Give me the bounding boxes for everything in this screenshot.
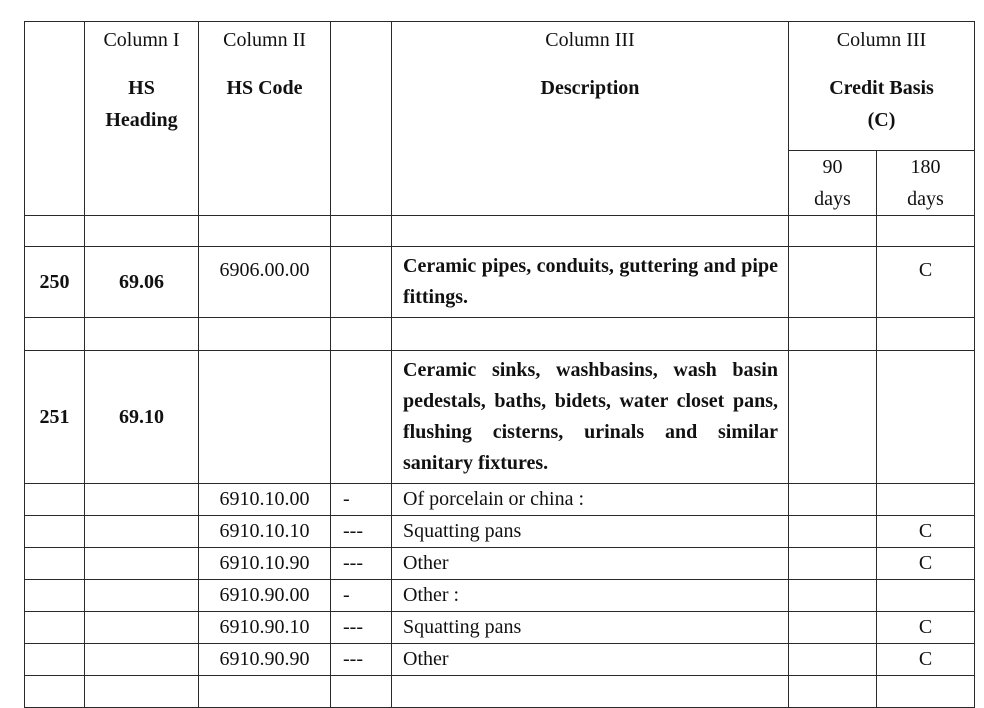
header-180-days [877,151,975,216]
credit-90-cell [789,351,877,484]
description-cell: Ceramic sinks, washbasins, wash basin pedestals, baths, bidets, water closet pans, flushing cisterns, urinals and similar sanitary fixtures. [392,351,789,484]
blank-row [25,216,975,247]
days-unit: days [907,188,944,210]
code-cell: 6910.90.10 [199,612,331,644]
credit-180-cell: C [877,612,975,644]
dash-cell [331,351,392,484]
heading-cell: 69.06 [85,247,199,318]
description-cell: Squatting pans [392,516,789,548]
credit-180-cell: C [877,644,975,676]
header-blank-cell [25,22,85,216]
column-title: (C) [867,109,896,131]
credit-180-cell: C [877,516,975,548]
header-credit-basis [789,22,975,151]
description-cell: Squatting pans [392,612,789,644]
dash-cell: --- [331,516,392,548]
header-column-i [85,22,199,216]
column-title: Credit Basis [829,77,934,99]
description-cell: Other [392,644,789,676]
days-number: 180 [910,156,941,178]
code-cell: 6910.10.90 [199,548,331,580]
code-cell [199,351,331,484]
header-90-days [789,151,877,216]
column-title: Description [540,77,640,99]
column-title: HS Code [226,77,303,99]
table-row [25,548,975,580]
dash-cell [331,247,392,318]
column-label: Column III [836,29,927,51]
serial-cell: 251 [25,351,85,484]
credit-180-cell [877,351,975,484]
description-cell: Other : [392,580,789,612]
column-title: Heading [105,109,178,131]
blank-row [25,318,975,351]
code-cell: 6910.90.00 [199,580,331,612]
credit-90-cell [789,247,877,318]
credit-180-cell: C [877,247,975,318]
table-row [25,516,975,548]
table-row [25,612,975,644]
header-row [25,22,975,151]
dash-cell: --- [331,612,392,644]
header-column-ii [199,22,331,216]
column-label: Column I [103,29,180,51]
table-row [25,484,975,516]
code-cell: 6910.90.90 [199,644,331,676]
description-cell: Of porcelain or china : [392,484,789,516]
serial-cell: 250 [25,247,85,318]
days-unit: days [814,188,851,210]
code-cell: 6906.00.00 [199,247,331,318]
table-row [25,644,975,676]
header-column-iii [392,22,789,216]
dash-cell: --- [331,548,392,580]
days-number: 90 [822,156,843,178]
column-label: Column III [545,29,635,51]
header-blank-cell [331,22,392,216]
credit-180-cell: C [877,548,975,580]
dash-cell: - [331,580,392,612]
dash-cell: - [331,484,392,516]
table-row [25,580,975,612]
table-row [25,247,975,318]
column-label: Column II [223,29,306,51]
credit-180-cell [877,580,975,612]
code-cell: 6910.10.00 [199,484,331,516]
description-cell: Ceramic pipes, conduits, guttering and pipe fittings. [392,247,789,318]
column-title: HS [128,77,155,99]
table-row [25,351,975,484]
code-cell: 6910.10.10 [199,516,331,548]
tariff-table [24,21,975,708]
description-cell: Other [392,548,789,580]
credit-180-cell [877,484,975,516]
dash-cell: --- [331,644,392,676]
heading-cell: 69.10 [85,351,199,484]
